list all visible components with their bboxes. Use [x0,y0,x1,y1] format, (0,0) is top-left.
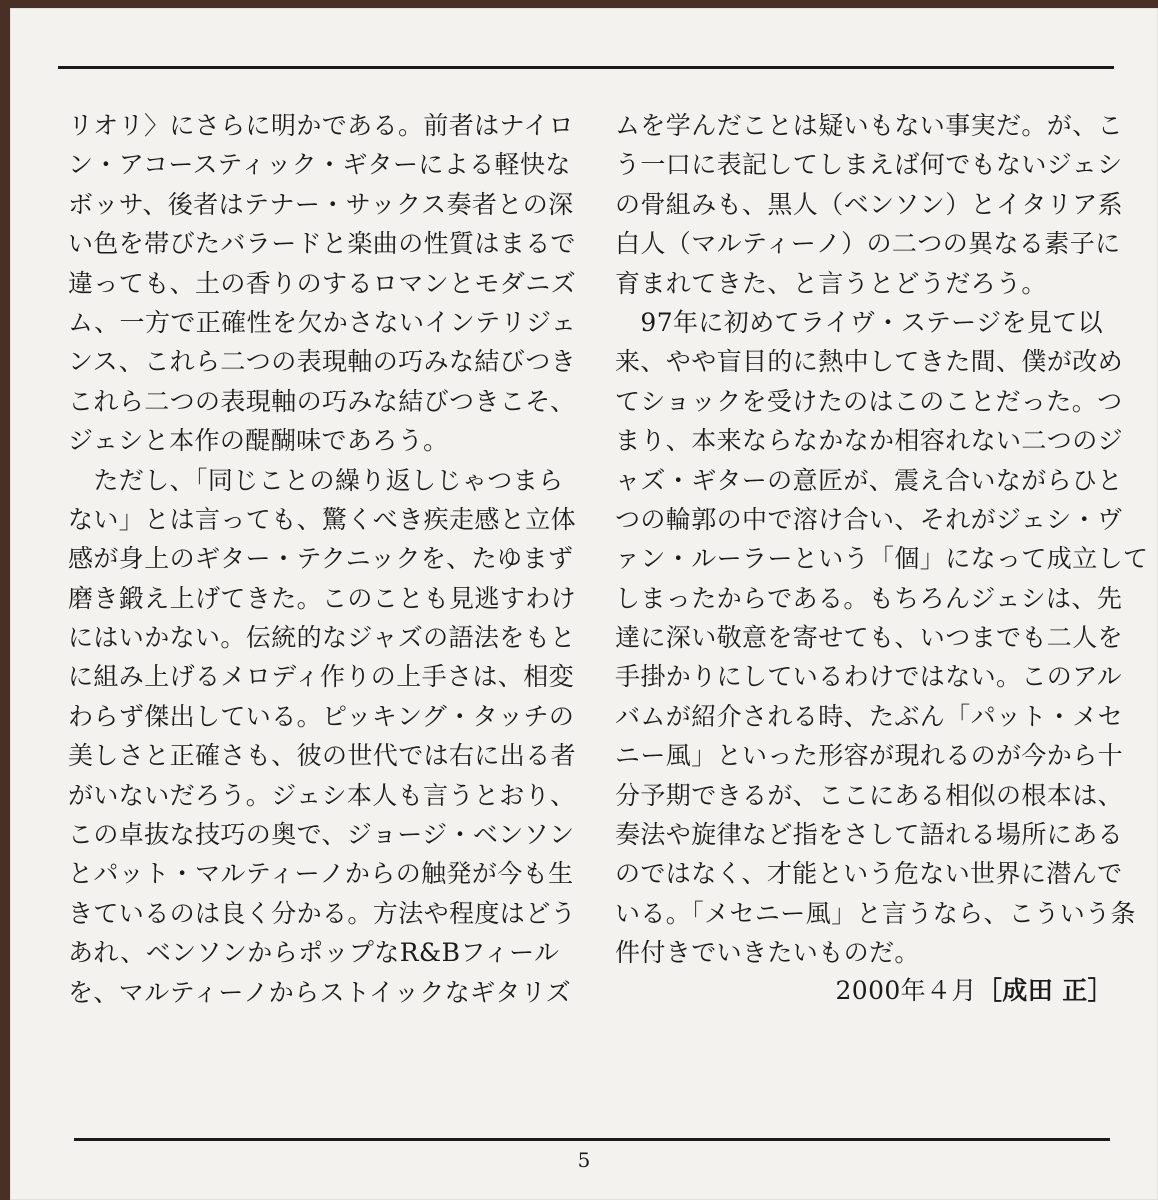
text-line: ム、一方で正確性を欠かさないインテリジェ [68,307,577,337]
right-lines [615,106,1149,973]
booklet-page [10,8,1158,1200]
text-line: 違っても、土の香りのするロマンとモダニズ [68,268,577,298]
text-line: とパット・マルティーノからの触発が今も生 [68,859,574,889]
text-line: に組み上げるメロディ作りの上手さは、相変 [68,662,575,692]
text-line: ムを学んだことは疑いもない事実だ。が、こ [615,111,1124,140]
text-line: いる。「メセニー風」と言うなら、こういう条 [615,898,1136,928]
text-line: 来、やや盲目的に熱中してきた間、僕が改め [615,347,1124,377]
text-line: 美しさと正確さも、彼の世代では右に出る者 [68,741,577,771]
text-line: の骨組みも、黒人（ベンソン）とイタリア系 [615,189,1124,219]
text-line: てショックを受けたのはこのことだった。つ [615,386,1123,416]
text-line: 件付きでいきたいものだ。 [615,938,920,968]
text-line: この卓抜な技巧の奥で、ジョージ・ベンソン [68,820,575,850]
top-rule [58,66,1114,69]
text-line: ただし、「同じことの繰り返しじゃつまら [68,465,564,495]
signature-author: ［成田 正］ [976,975,1113,1005]
text-line: あれ、ベンソンからポップなR&Bフィール [68,938,560,968]
text-line: 分予期できるが、ここにある相似の根本は、 [615,780,1124,810]
text-line: う一口に表記してしまえば何でもないジェシ [615,150,1123,180]
left-column [68,106,578,1012]
text-line: 達に深い敬意を寄せても、いつまでも二人を [615,623,1124,653]
text-line: にはいかない。伝統的なジャズの語法をもと [68,623,576,653]
text-line: ボッサ、後者はテナー・サックス奏者との深 [68,189,574,219]
text-line: わらず傑出している。ピッキング・タッチの [68,701,575,731]
text-line: これら二つの表現軸の巧みな結びつきこそ、 [68,386,576,416]
text-line: まり、本来ならなかなか相容れない二つのジ [615,426,1124,456]
text-line: 手掛かりにしているわけではない。このアル [615,662,1123,692]
text-line: 白人（マルティーノ）の二つの異なる素子に [615,229,1121,259]
text-line: 磨き鍛え上げてきた。このことも見逃すわけ [68,583,577,613]
text-line: きているのは良く分かる。方法や程度はどう [68,898,577,928]
text-line: ァン・ルーラーという「個」になって成立して [615,544,1149,574]
bottom-rule [74,1138,1110,1141]
text-line: を、マルティーノからストイックなギタリズ [68,977,572,1007]
text-line: ンス、これら二つの表現軸の巧みな結びつき [68,347,577,377]
signature [615,971,1115,1010]
page-number: 5 [577,1148,591,1172]
text-line: 奏法や旋律など指をさして語れる場所にある [615,820,1124,850]
text-line: ジェシと本作の醍醐味であろう。 [68,426,449,456]
text-line: い色を帯びたバラードと楽曲の性質はまるで [68,229,576,259]
text-line: 97年に初めてライヴ・ステージを見て以 [615,307,1104,337]
text-line: がいないだろう。ジェシ本人も言うとおり、 [68,780,576,810]
text-line: ャズ・ギターの意匠が、震え合いながらひと [615,465,1123,495]
text-line: しまったからである。もちろんジェシは、先 [615,583,1123,613]
signature-date: 2000年４月 [835,975,977,1005]
text-line: つの輪郭の中で溶け合い、それがジェシ・ヴ [615,504,1123,534]
text-line: のではなく、才能という危ない世界に潜んで [615,859,1123,889]
text-line: ニー風」といった形容が現れるのが今から十 [615,741,1124,771]
text-line: リオリ〉にさらに明かである。前者はナイロ [68,111,575,140]
text-line: ン・アコースティック・ギターによる軽快な [68,150,571,180]
text-line: 感が身上のギター・テクニックを、たゆまず [68,544,574,574]
text-line: 育まれてきた、と言うとどうだろう。 [615,268,1047,298]
text-line: ない」とは言っても、驚くべき疾走感と立体 [68,504,577,534]
right-column [615,106,1149,1010]
text-line: バムが紹介される時、たぶん「パット・メセ [615,701,1124,731]
